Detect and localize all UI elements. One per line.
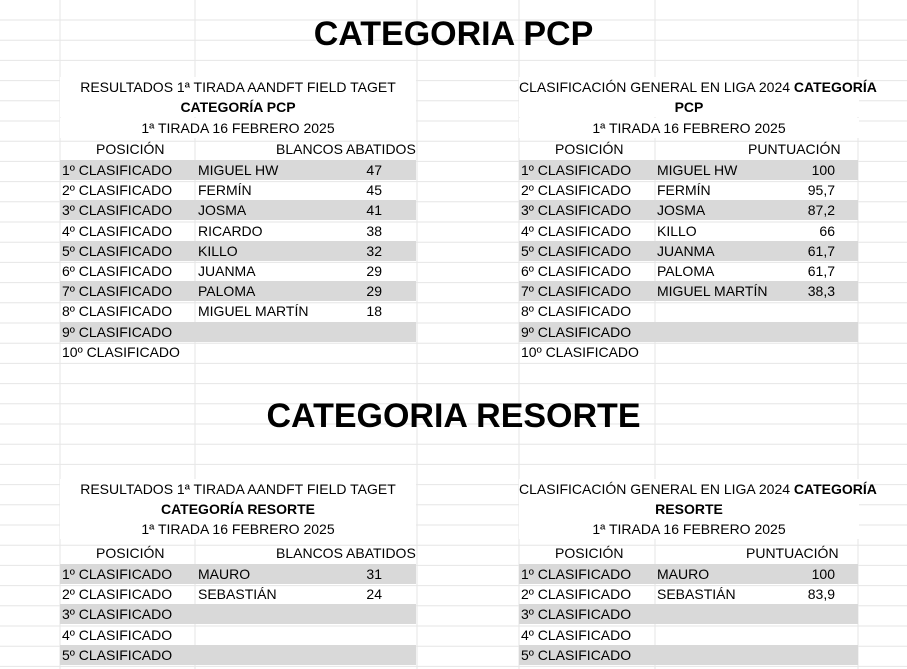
row-value: 66 [819, 222, 835, 239]
row-name: MAURO [198, 566, 251, 582]
table-row [519, 241, 858, 261]
row-position: 9º CLASIFICADO [62, 323, 173, 340]
row-name: MAURO [657, 566, 710, 582]
pcp-right-header-line2: PCP [519, 97, 859, 117]
row-name: FERMÍN [198, 182, 252, 199]
row-position: 5º CLASIFICADO [521, 646, 632, 663]
row-name: MIGUEL HW [198, 162, 279, 178]
row-position: 2º CLASIFICADO [62, 586, 173, 603]
table-row [60, 625, 416, 645]
row-position: 5º CLASIFICADO [62, 646, 173, 663]
row-position: 6º CLASIFICADO [521, 263, 632, 279]
resorte-left-header-line2: CATEGORÍA RESORTE [60, 499, 416, 519]
pcp-right-col-puntuacion: PUNTUACIÓN [748, 141, 841, 157]
row-position: 9º CLASIFICADO [521, 323, 632, 340]
row-name: JUANMA [198, 263, 256, 279]
pcp-left-col-position: POSICIÓN [96, 141, 165, 157]
table-row [60, 281, 416, 301]
table-row [60, 604, 416, 624]
row-value: 38,3 [807, 283, 835, 300]
row-position: 4º CLASIFICADO [62, 222, 173, 239]
table-row [519, 625, 858, 645]
table-row [519, 342, 858, 362]
row-value: 41 [366, 202, 382, 219]
row-position: 4º CLASIFICADO [521, 626, 632, 643]
resorte-left-col-position: POSICIÓN [96, 545, 165, 561]
resorte-left-header-line1: RESULTADOS 1ª TIRADA AANDFT FIELD TAGET [60, 479, 416, 499]
pcp-left-header-line3: 1ª TIRADA 16 FEBRERO 2025 [60, 118, 416, 138]
pcp-left-header-line1: RESULTADOS 1ª TIRADA AANDFT FIELD TAGET [60, 77, 416, 97]
pcp-right-header-plain: CLASIFICACIÓN GENERAL EN LIGA 2024 [519, 79, 794, 95]
table-row [519, 301, 858, 321]
row-value: 18 [366, 303, 382, 320]
pcp-left-col-blancos: BLANCOS ABATIDOS [276, 141, 416, 157]
row-name: MIGUEL MARTÍN [198, 303, 309, 320]
table-row [519, 261, 858, 281]
row-value: 32 [366, 242, 382, 259]
row-position: 1º CLASIFICADO [521, 566, 632, 582]
row-position: 4º CLASIFICADO [521, 222, 632, 239]
table-row [60, 564, 416, 584]
section-title-resorte: CATEGORIA RESORTE [266, 397, 641, 435]
table-row [60, 180, 416, 200]
row-position: 4º CLASIFICADO [62, 626, 173, 643]
row-value: 95,7 [807, 182, 835, 199]
row-name: JUANMA [657, 242, 715, 259]
resorte-left-col-blancos: BLANCOS ABATIDOS [276, 545, 416, 561]
resorte-right-header-plain: CLASIFICACIÓN GENERAL EN LIGA 2024 [519, 481, 794, 497]
row-position: 8º CLASIFICADO [62, 303, 173, 320]
table-row [519, 322, 858, 342]
row-position: 8º CLASIFICADO [521, 303, 632, 320]
table-row [60, 160, 416, 180]
row-position: 5º CLASIFICADO [62, 242, 173, 259]
row-name: JOSMA [198, 202, 247, 219]
row-value: 31 [366, 566, 382, 582]
row-position: 10º CLASIFICADO [62, 343, 180, 360]
resorte-right-header-line2: RESORTE [519, 499, 859, 519]
row-name: PALOMA [198, 283, 256, 300]
pcp-right-header-line3: 1ª TIRADA 16 FEBRERO 2025 [519, 118, 859, 138]
row-value: 47 [366, 162, 382, 178]
row-value: 87,2 [807, 202, 835, 219]
row-value: 100 [811, 162, 835, 178]
row-value: 29 [366, 283, 382, 300]
table-row [60, 645, 416, 665]
resorte-right-header-line3: 1ª TIRADA 16 FEBRERO 2025 [519, 519, 859, 539]
table-row [519, 221, 858, 241]
row-name: PALOMA [657, 263, 715, 279]
resorte-right-col-position: POSICIÓN [555, 545, 624, 561]
row-name: FERMÍN [657, 182, 711, 199]
table-row [519, 564, 858, 584]
row-value: 83,9 [807, 586, 835, 603]
row-position: 5º CLASIFICADO [521, 242, 632, 259]
row-name: MIGUEL HW [657, 162, 738, 178]
table-row [519, 160, 858, 180]
row-position: 6º CLASIFICADO [62, 263, 173, 279]
row-value: 29 [366, 263, 382, 279]
table-row [60, 241, 416, 261]
row-position: 2º CLASIFICADO [521, 182, 632, 199]
row-position: 1º CLASIFICADO [521, 162, 632, 178]
row-position: 3º CLASIFICADO [521, 202, 632, 219]
row-value: 38 [366, 222, 382, 239]
row-position: 3º CLASIFICADO [521, 606, 632, 623]
row-position: 1º CLASIFICADO [62, 566, 173, 582]
row-position: 3º CLASIFICADO [62, 202, 173, 219]
row-value: 24 [366, 586, 382, 603]
pcp-left-header-line2: CATEGORÍA PCP [60, 97, 416, 117]
row-position: 2º CLASIFICADO [521, 586, 632, 603]
pcp-right-header-bold: CATEGORÍA [793, 79, 877, 95]
row-position: 2º CLASIFICADO [62, 182, 173, 199]
table-row [519, 180, 858, 200]
row-value: 61,7 [807, 263, 835, 279]
table-row [519, 200, 858, 220]
pcp-right-col-position: POSICIÓN [555, 141, 624, 157]
row-value: 100 [811, 566, 835, 582]
row-position: 7º CLASIFICADO [62, 283, 173, 300]
table-row [60, 221, 416, 241]
row-name: MIGUEL MARTÍN [657, 283, 768, 300]
table-row [60, 301, 416, 321]
row-name: KILLO [657, 222, 697, 239]
resorte-left-header-line3: 1ª TIRADA 16 FEBRERO 2025 [60, 519, 416, 539]
row-position: 10º CLASIFICADO [521, 343, 639, 360]
table-row [60, 342, 416, 362]
row-value: 61,7 [807, 242, 835, 259]
resorte-right-header-bold: CATEGORÍA [793, 481, 877, 497]
resorte-right-header-line1 [519, 479, 877, 499]
row-name: SEBASTIÁN [657, 586, 736, 603]
row-value: 45 [366, 182, 382, 199]
row-name: KILLO [198, 242, 238, 259]
section-title-pcp: CATEGORIA PCP [313, 15, 594, 53]
pcp-right-header-line1 [519, 77, 877, 97]
row-name: RICARDO [198, 222, 263, 239]
row-position: 3º CLASIFICADO [62, 606, 173, 623]
resorte-right-col-puntuacion: PUNTUACIÓN [746, 545, 839, 561]
table-row [60, 584, 416, 604]
row-position: 7º CLASIFICADO [521, 283, 632, 300]
table-row [60, 200, 416, 220]
table-row [519, 604, 858, 624]
table-row [60, 261, 416, 281]
table-row [519, 645, 858, 665]
row-name: JOSMA [657, 202, 706, 219]
row-position: 1º CLASIFICADO [62, 162, 173, 178]
table-row [60, 322, 416, 342]
table-row [519, 584, 858, 604]
table-row [519, 281, 858, 301]
row-name: SEBASTIÁN [198, 586, 277, 603]
